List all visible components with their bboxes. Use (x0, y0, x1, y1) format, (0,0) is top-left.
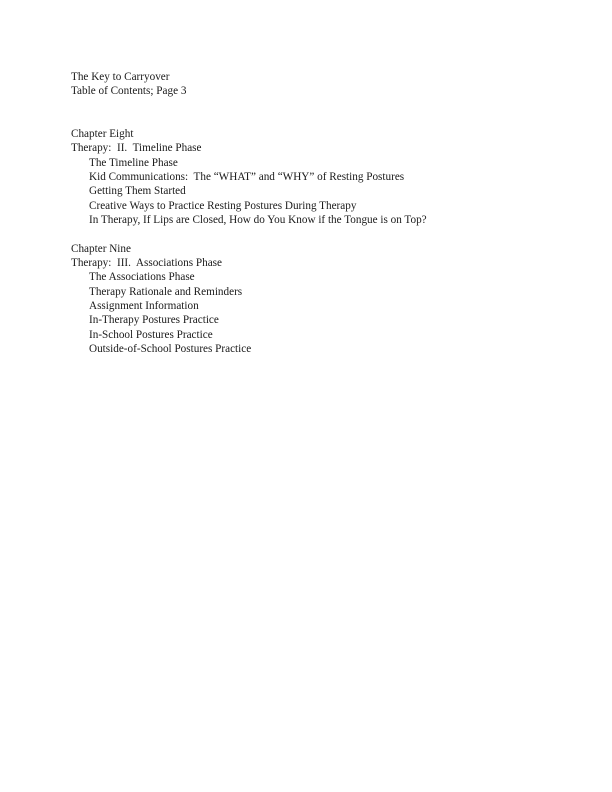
document-page (71, 70, 571, 357)
phase-title: Therapy: II. Timeline Phase (71, 142, 202, 155)
document-subtitle: Table of Contents; Page 3 (71, 85, 187, 98)
toc-entry: Outside-of-School Postures Practice (89, 343, 252, 356)
toc-entry: The Timeline Phase (89, 156, 178, 169)
toc-entry: Getting Them Started (89, 185, 186, 198)
toc-entry: Therapy Rationale and Reminders (89, 285, 243, 298)
toc-entry: Assignment Information (89, 300, 199, 313)
document-title: The Key to Carryover (71, 71, 170, 83)
chapter-entries (71, 156, 571, 228)
phase-title: Therapy: III. Associations Phase (71, 256, 222, 269)
chapter-eight-section (71, 127, 571, 228)
toc-entry: In Therapy, If Lips are Closed, How do You Know if the Tongue is on Top? (89, 214, 427, 227)
toc-entry: Creative Ways to Practice Resting Postures During Therapy (89, 199, 357, 212)
toc-entry: The Associations Phase (89, 271, 195, 284)
document-header (71, 70, 571, 99)
spacer (71, 228, 571, 242)
chapter-nine-section (71, 242, 571, 357)
chapter-entries (71, 270, 571, 356)
chapter-label: Chapter Nine (71, 242, 131, 255)
spacer (71, 99, 571, 127)
toc-entry: In-School Postures Practice (89, 328, 213, 341)
chapter-label: Chapter Eight (71, 127, 134, 140)
toc-entry: In-Therapy Postures Practice (89, 314, 219, 327)
toc-entry: Kid Communications: The “WHAT” and “WHY” of Resting Postures (89, 170, 405, 183)
